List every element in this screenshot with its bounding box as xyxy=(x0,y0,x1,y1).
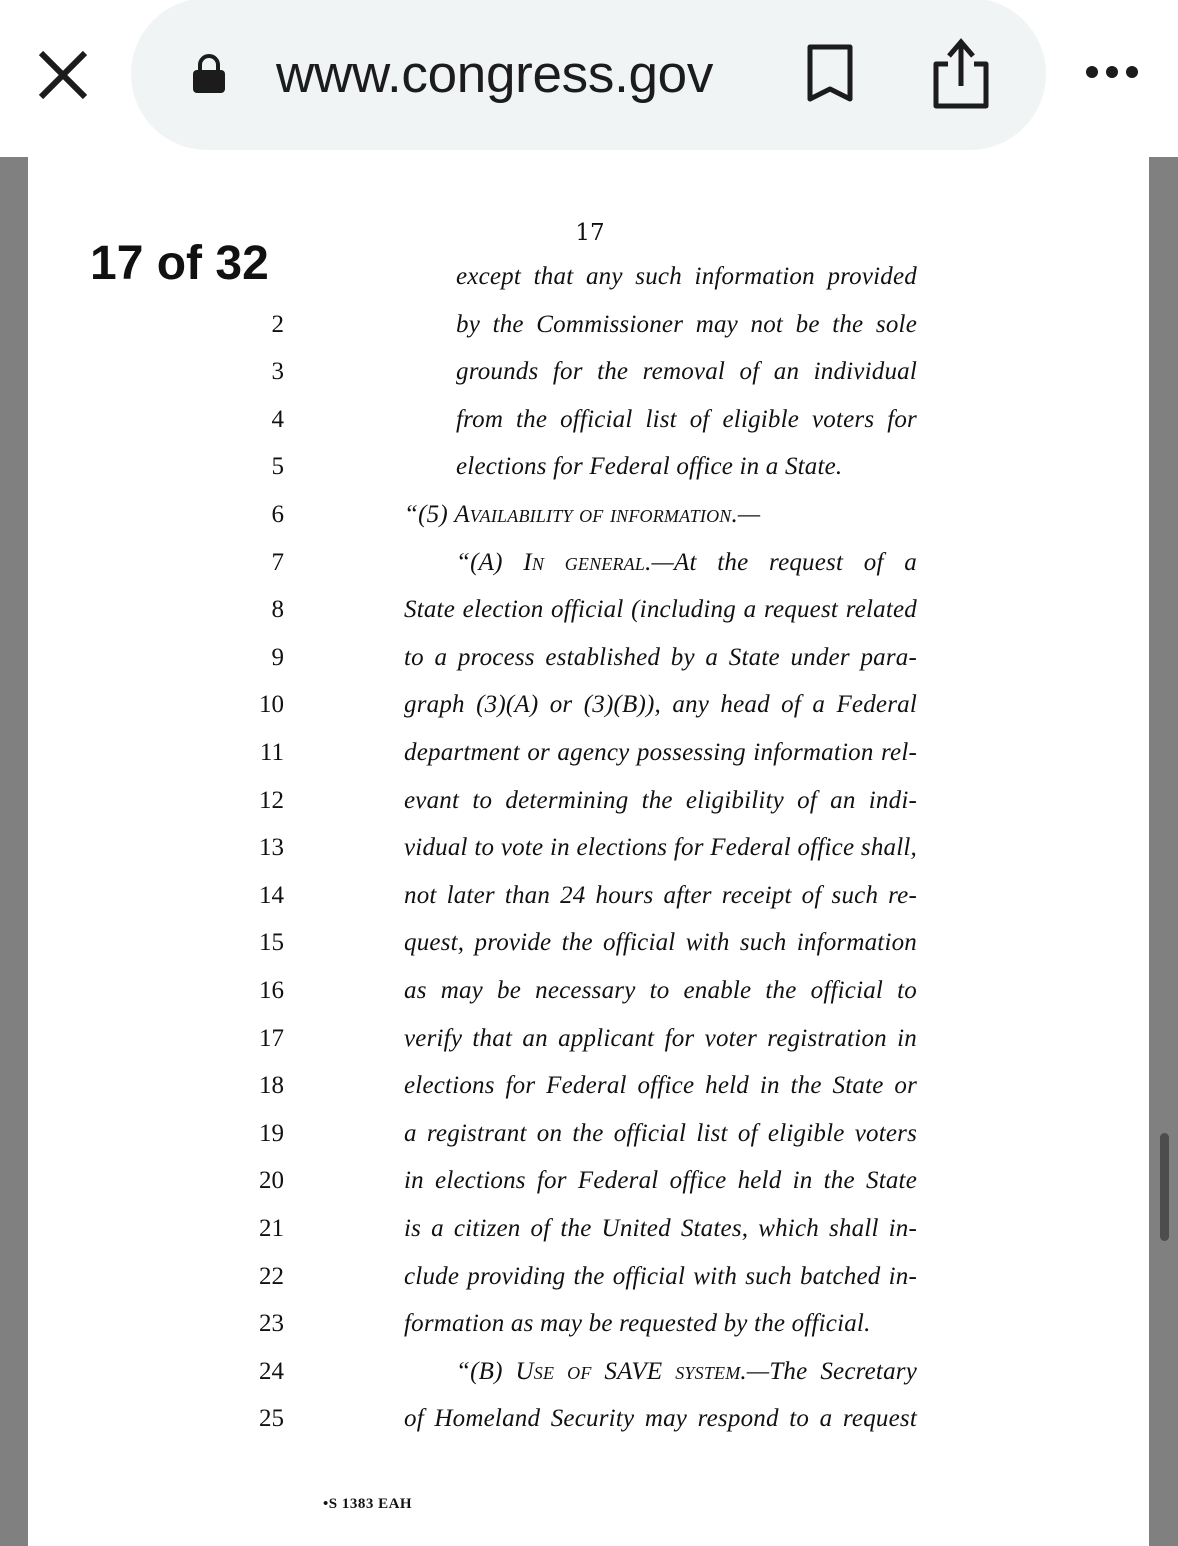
line-number: 4 xyxy=(271,405,284,433)
document-page-number: 17 xyxy=(575,220,605,246)
line-number: 20 xyxy=(259,1167,284,1195)
line-text: quest, provide the official with such information xyxy=(404,929,917,957)
line-text: clude providing the official with such batched in- xyxy=(404,1262,917,1290)
document-line xyxy=(0,1352,1178,1392)
document-line xyxy=(0,828,1178,868)
line-number: 5 xyxy=(271,453,284,481)
line-number: 22 xyxy=(259,1262,284,1290)
line-text: of Homeland Security may respond to a request xyxy=(404,1405,917,1433)
line-text: to a process established by a State under para- xyxy=(404,643,917,671)
section-text: — xyxy=(737,501,761,528)
share-icon xyxy=(930,38,992,110)
document-line xyxy=(0,971,1178,1011)
section-heading: Use of SAVE system. xyxy=(515,1357,747,1385)
document-line xyxy=(0,447,1178,487)
document-line xyxy=(0,733,1178,773)
document-line xyxy=(0,257,1178,297)
line-text: not later than 24 hours after receipt of such re- xyxy=(404,881,917,909)
line-number: 12 xyxy=(259,786,284,814)
line-text: evant to determining the eligibility of an indi- xyxy=(404,786,917,814)
line-number: 8 xyxy=(271,596,284,624)
document-line xyxy=(0,1209,1178,1249)
line-text: vidual to vote in elections for Federal office shall, xyxy=(404,834,917,862)
bookmark-button[interactable] xyxy=(806,43,854,103)
line-number: 10 xyxy=(259,691,284,719)
line-number: 7 xyxy=(271,548,284,576)
section-enumerator: “(5) xyxy=(404,501,455,528)
line-text xyxy=(404,495,917,535)
line-text: grounds for the removal of an individual xyxy=(456,358,917,386)
line-text: a registrant on the official list of eligible voters xyxy=(404,1119,917,1147)
document-line xyxy=(0,400,1178,440)
line-number: 23 xyxy=(259,1310,284,1338)
line-text: elections for Federal office in a State. xyxy=(456,453,843,481)
line-number: 3 xyxy=(271,358,284,386)
document-line xyxy=(0,685,1178,725)
document-line xyxy=(0,923,1178,963)
line-number: 19 xyxy=(259,1119,284,1147)
line-text: elections for Federal office held in the State or xyxy=(404,1072,917,1100)
line-text xyxy=(456,543,917,583)
section-text: —At the request of a xyxy=(651,548,918,576)
close-x-icon xyxy=(36,48,90,102)
section-enumerator: “(B) xyxy=(456,1357,516,1385)
document-line xyxy=(0,1114,1178,1154)
document-line xyxy=(0,495,1178,535)
document-line xyxy=(0,1399,1178,1439)
document-line xyxy=(0,781,1178,821)
share-button[interactable] xyxy=(930,38,992,110)
section-enumerator: “(A) xyxy=(456,548,524,576)
line-number: 14 xyxy=(259,881,284,909)
line-number: 9 xyxy=(271,643,284,671)
line-number: 11 xyxy=(259,739,284,766)
line-text: department or agency possessing information rel- xyxy=(404,739,917,766)
line-text xyxy=(456,1352,917,1392)
document-line xyxy=(0,1304,1178,1344)
lock-icon xyxy=(192,54,226,94)
document-line xyxy=(0,638,1178,678)
bookmark-icon xyxy=(806,43,854,103)
line-text: by the Commissioner may not be the sole xyxy=(456,310,917,338)
document-line xyxy=(0,876,1178,916)
line-text: formation as may be requested by the official. xyxy=(404,1310,871,1338)
url-text[interactable]: www.congress.gov xyxy=(276,45,714,104)
line-number: 16 xyxy=(259,977,284,1004)
line-number: 2 xyxy=(271,310,284,338)
browser-toolbar xyxy=(0,0,1178,157)
line-number: 25 xyxy=(259,1405,284,1433)
line-number: 24 xyxy=(259,1357,284,1385)
line-text: from the official list of eligible voters for xyxy=(456,405,917,433)
line-number: 18 xyxy=(259,1072,284,1100)
section-heading: In general. xyxy=(523,548,652,576)
line-number: 15 xyxy=(259,929,284,957)
close-button[interactable] xyxy=(36,48,90,102)
section-text: —The Secretary xyxy=(746,1357,917,1385)
line-text: in elections for Federal office held in the State xyxy=(404,1167,917,1195)
more-options-button[interactable] xyxy=(1084,62,1140,82)
bill-identifier: •S 1383 EAH xyxy=(323,1496,413,1512)
page-indicator: 17 of 32 xyxy=(90,237,269,290)
line-text: State election official (including a request related xyxy=(404,596,917,624)
line-text: is a citizen of the United States, which shall in- xyxy=(404,1215,917,1242)
document-line xyxy=(0,1019,1178,1059)
line-number: 13 xyxy=(259,834,284,862)
line-text: except that any such information provided xyxy=(456,263,917,290)
document-line xyxy=(0,352,1178,392)
document-line xyxy=(0,543,1178,583)
section-heading: Availability of information. xyxy=(454,501,738,528)
line-text: as may be necessary to enable the official to xyxy=(404,977,917,1004)
line-number: 17 xyxy=(259,1024,284,1052)
line-number: 6 xyxy=(271,501,284,528)
line-text: graph (3)(A) or (3)(B)), any head of a Federal xyxy=(404,691,917,719)
document-line xyxy=(0,305,1178,345)
document-line xyxy=(0,1066,1178,1106)
line-text: verify that an applicant for voter registration in xyxy=(404,1024,917,1052)
document-line xyxy=(0,1161,1178,1201)
more-ellipsis-icon xyxy=(1084,62,1140,82)
document-line xyxy=(0,590,1178,630)
document-line xyxy=(0,1257,1178,1297)
line-number: 21 xyxy=(259,1215,284,1242)
